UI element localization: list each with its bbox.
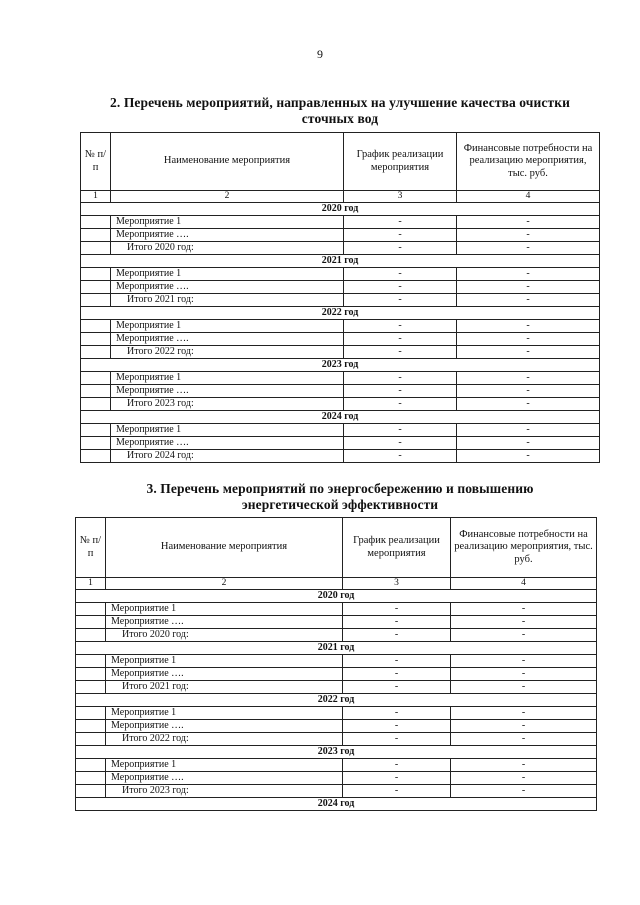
total-label: Итого 2023 год: bbox=[106, 785, 343, 798]
table-row bbox=[76, 707, 597, 720]
header-num: № п/п bbox=[81, 133, 111, 191]
year-row: 2020 год bbox=[76, 590, 597, 603]
total-label: Итого 2021 год: bbox=[106, 681, 343, 694]
schedule-value: - bbox=[344, 268, 457, 281]
table-row bbox=[81, 372, 600, 385]
section-3-title-line1: 3. Перечень мероприятий по энергосбережению и повышению bbox=[146, 481, 534, 496]
activity-name: Мероприятие …. bbox=[111, 333, 344, 346]
finance-value: - bbox=[457, 424, 600, 437]
schedule-value: - bbox=[344, 372, 457, 385]
total-label: Итого 2022 год: bbox=[106, 733, 343, 746]
col-number: 1 bbox=[76, 578, 106, 590]
table-row bbox=[81, 385, 600, 398]
section-3-table bbox=[75, 517, 597, 811]
schedule-value: - bbox=[344, 281, 457, 294]
activity-name: Мероприятие …. bbox=[111, 437, 344, 450]
col-number: 2 bbox=[111, 191, 344, 203]
year-block-2020 bbox=[81, 203, 600, 255]
header-schedule: График реализации мероприятия bbox=[343, 518, 451, 578]
year-row: 2022 год bbox=[76, 694, 597, 707]
table-row bbox=[76, 720, 597, 733]
schedule-value: - bbox=[344, 294, 457, 307]
section-3-title-line2: энергетической эффективности bbox=[241, 497, 439, 512]
activity-name: Мероприятие 1 bbox=[106, 603, 343, 616]
activity-name: Мероприятие 1 bbox=[111, 372, 344, 385]
finance-value: - bbox=[457, 333, 600, 346]
schedule-value: - bbox=[343, 603, 451, 616]
year-row: 2024 год bbox=[81, 411, 600, 424]
schedule-value: - bbox=[343, 733, 451, 746]
schedule-value: - bbox=[344, 398, 457, 411]
schedule-value: - bbox=[344, 450, 457, 463]
finance-value: - bbox=[451, 759, 597, 772]
table-row bbox=[81, 437, 600, 450]
total-label: Итого 2024 год: bbox=[111, 450, 344, 463]
total-row bbox=[81, 450, 600, 463]
year-row: 2023 год bbox=[81, 359, 600, 372]
total-label: Итого 2020 год: bbox=[111, 242, 344, 255]
table-row bbox=[76, 616, 597, 629]
total-row bbox=[81, 242, 600, 255]
activity-name: Мероприятие 1 bbox=[111, 216, 344, 229]
col-number: 4 bbox=[451, 578, 597, 590]
year-row: 2021 год bbox=[81, 255, 600, 268]
activity-name: Мероприятие 1 bbox=[106, 655, 343, 668]
header-name: Наименование мероприятия bbox=[106, 518, 343, 578]
schedule-value: - bbox=[344, 242, 457, 255]
finance-value: - bbox=[451, 707, 597, 720]
header-num: № п/п bbox=[76, 518, 106, 578]
activity-name: Мероприятие …. bbox=[111, 229, 344, 242]
schedule-value: - bbox=[344, 437, 457, 450]
schedule-value: - bbox=[343, 707, 451, 720]
schedule-value: - bbox=[344, 385, 457, 398]
finance-value: - bbox=[451, 785, 597, 798]
table-row bbox=[81, 320, 600, 333]
activity-name: Мероприятие 1 bbox=[106, 759, 343, 772]
schedule-value: - bbox=[344, 216, 457, 229]
finance-value: - bbox=[457, 229, 600, 242]
schedule-value: - bbox=[343, 772, 451, 785]
schedule-value: - bbox=[343, 759, 451, 772]
year-block-2022 bbox=[81, 307, 600, 359]
table-row bbox=[81, 216, 600, 229]
page-number: 9 bbox=[317, 47, 323, 61]
table-row bbox=[81, 281, 600, 294]
activity-name: Мероприятие 1 bbox=[111, 320, 344, 333]
year-row: 2021 год bbox=[76, 642, 597, 655]
finance-value: - bbox=[457, 450, 600, 463]
year-row: 2024 год bbox=[76, 798, 597, 811]
finance-value: - bbox=[451, 681, 597, 694]
header-finance: Финансовые потребности на реализацию мероприятия, тыс. руб. bbox=[457, 133, 600, 191]
year-row: 2023 год bbox=[76, 746, 597, 759]
year-block-2024 bbox=[76, 798, 597, 811]
col-number: 2 bbox=[106, 578, 343, 590]
schedule-value: - bbox=[344, 346, 457, 359]
section-2-title-line1: 2. Перечень мероприятий, направленных на улучшение качества очистки bbox=[110, 95, 570, 110]
schedule-value: - bbox=[343, 655, 451, 668]
total-row bbox=[76, 629, 597, 642]
schedule-value: - bbox=[344, 333, 457, 346]
finance-value: - bbox=[451, 668, 597, 681]
finance-value: - bbox=[457, 242, 600, 255]
year-block-2024 bbox=[81, 411, 600, 463]
year-block-2022 bbox=[76, 694, 597, 746]
year-block-2021 bbox=[81, 255, 600, 307]
schedule-value: - bbox=[343, 629, 451, 642]
finance-value: - bbox=[457, 385, 600, 398]
schedule-value: - bbox=[343, 668, 451, 681]
finance-value: - bbox=[451, 733, 597, 746]
table-row bbox=[81, 424, 600, 437]
table-row bbox=[81, 229, 600, 242]
total-label: Итого 2023 год: bbox=[111, 398, 344, 411]
year-block-2020 bbox=[76, 590, 597, 642]
finance-value: - bbox=[451, 616, 597, 629]
total-row bbox=[76, 681, 597, 694]
table-row bbox=[81, 333, 600, 346]
activity-name: Мероприятие …. bbox=[106, 616, 343, 629]
section-2-title-line2: сточных вод bbox=[301, 111, 379, 126]
finance-value: - bbox=[457, 268, 600, 281]
finance-value: - bbox=[451, 655, 597, 668]
table-row bbox=[76, 603, 597, 616]
finance-value: - bbox=[457, 398, 600, 411]
year-block-2023 bbox=[76, 746, 597, 798]
total-label: Итого 2022 год: bbox=[111, 346, 344, 359]
year-block-2021 bbox=[76, 642, 597, 694]
col-number: 4 bbox=[457, 191, 600, 203]
table-row bbox=[76, 759, 597, 772]
activity-name: Мероприятие …. bbox=[111, 385, 344, 398]
year-block-2023 bbox=[81, 359, 600, 411]
finance-value: - bbox=[451, 603, 597, 616]
activity-name: Мероприятие …. bbox=[106, 668, 343, 681]
schedule-value: - bbox=[343, 720, 451, 733]
finance-value: - bbox=[457, 294, 600, 307]
schedule-value: - bbox=[343, 681, 451, 694]
header-finance: Финансовые потребности на реализацию мероприятия, тыс. руб. bbox=[451, 518, 597, 578]
total-row bbox=[81, 346, 600, 359]
total-row bbox=[76, 733, 597, 746]
total-label: Итого 2020 год: bbox=[106, 629, 343, 642]
schedule-value: - bbox=[343, 785, 451, 798]
total-row bbox=[81, 294, 600, 307]
activity-name: Мероприятие 1 bbox=[111, 268, 344, 281]
activity-name: Мероприятие …. bbox=[106, 720, 343, 733]
table-row bbox=[76, 772, 597, 785]
year-row: 2022 год bbox=[81, 307, 600, 320]
col-number: 3 bbox=[344, 191, 457, 203]
finance-value: - bbox=[457, 437, 600, 450]
table-row bbox=[81, 268, 600, 281]
col-number: 1 bbox=[81, 191, 111, 203]
schedule-value: - bbox=[344, 229, 457, 242]
total-row bbox=[81, 398, 600, 411]
schedule-value: - bbox=[343, 616, 451, 629]
activity-name: Мероприятие 1 bbox=[111, 424, 344, 437]
finance-value: - bbox=[457, 372, 600, 385]
finance-value: - bbox=[457, 320, 600, 333]
table-row bbox=[76, 668, 597, 681]
finance-value: - bbox=[457, 216, 600, 229]
header-name: Наименование мероприятия bbox=[111, 133, 344, 191]
finance-value: - bbox=[451, 772, 597, 785]
finance-value: - bbox=[457, 281, 600, 294]
activity-name: Мероприятие 1 bbox=[106, 707, 343, 720]
total-row bbox=[76, 785, 597, 798]
section-2-title bbox=[70, 95, 610, 127]
finance-value: - bbox=[457, 346, 600, 359]
year-row: 2020 год bbox=[81, 203, 600, 216]
total-label: Итого 2021 год: bbox=[111, 294, 344, 307]
activity-name: Мероприятие …. bbox=[111, 281, 344, 294]
table-row bbox=[76, 655, 597, 668]
header-schedule: График реализации мероприятия bbox=[344, 133, 457, 191]
schedule-value: - bbox=[344, 424, 457, 437]
col-number: 3 bbox=[343, 578, 451, 590]
activity-name: Мероприятие …. bbox=[106, 772, 343, 785]
finance-value: - bbox=[451, 629, 597, 642]
section-3-title bbox=[70, 481, 610, 513]
schedule-value: - bbox=[344, 320, 457, 333]
finance-value: - bbox=[451, 720, 597, 733]
section-2-table bbox=[80, 132, 600, 463]
